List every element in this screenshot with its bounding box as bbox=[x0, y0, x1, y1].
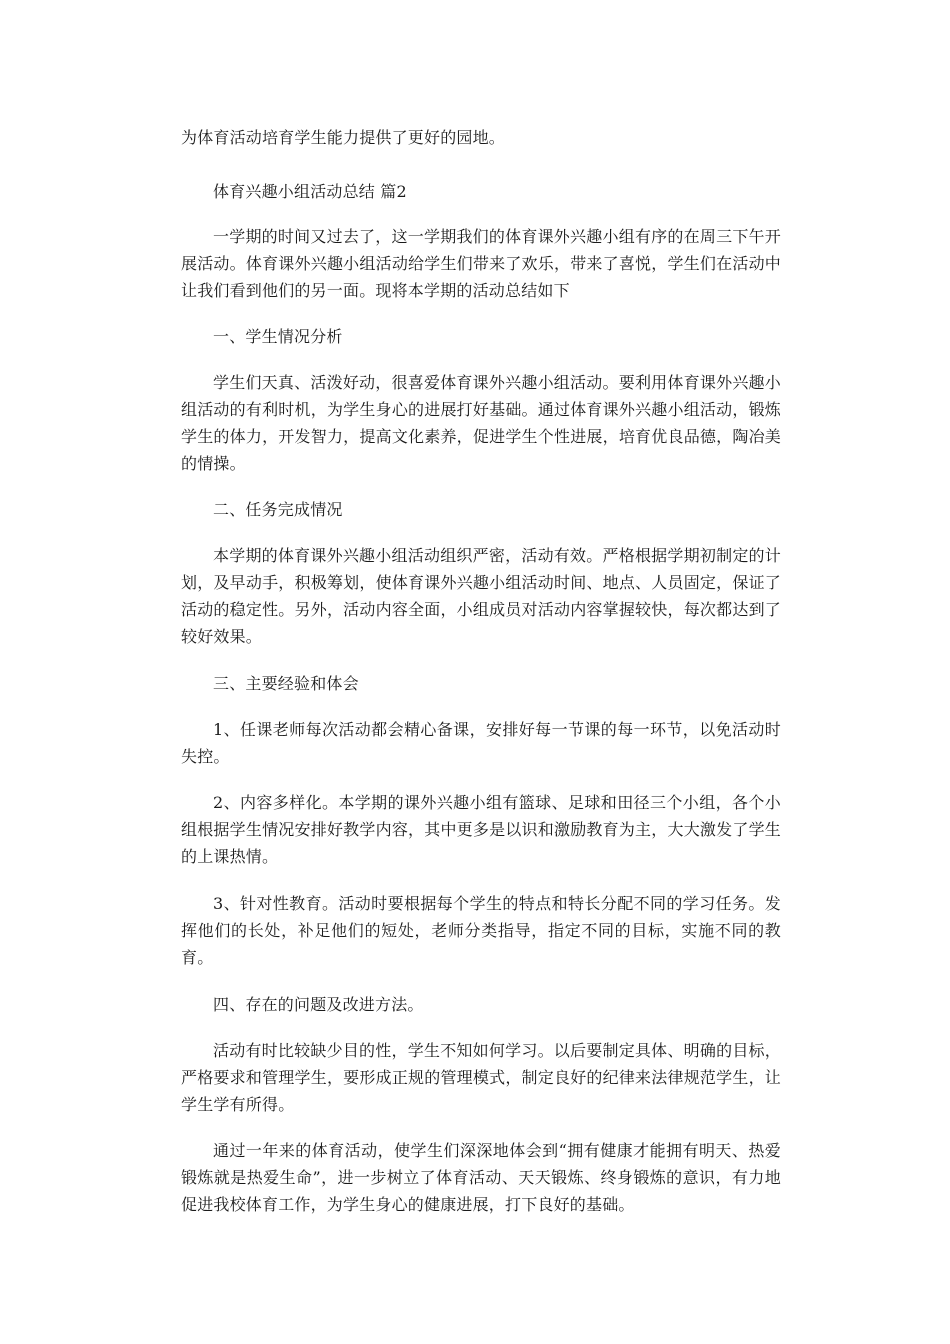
paragraph-continuation: 为体育活动培育学生能力提供了更好的园地。 bbox=[181, 128, 506, 147]
heading-task-completion: 二、任务完成情况 bbox=[213, 500, 343, 519]
heading-student-analysis: 一、学生情况分析 bbox=[213, 327, 343, 346]
section-title: 体育兴趣小组活动总结 篇2 bbox=[213, 182, 407, 201]
heading-experience: 三、主要经验和体会 bbox=[213, 674, 359, 693]
paragraph-problems: 活动有时比较缺少目的性，学生不知如何学习。以后要制定具体、明确的目标，严格要求和管理学生，要形成正规的管理模式，制定良好的纪律来法律规范学生，让学生学有所得。 bbox=[181, 1041, 781, 1114]
paragraph-experience-3: 3、针对性教育。活动时要根据每个学生的特点和特长分配不同的学习任务。发挥他们的长处，补足他们的短处，老师分类指导，指定不同的目标，实施不同的教育。 bbox=[181, 894, 781, 967]
paragraph-intro: 一学期的时间又过去了，这一学期我们的体育课外兴趣小组有序的在周三下午开展活动。体育课外兴趣小组活动给学生们带来了欢乐，带来了喜悦，学生们在活动中让我们看到他们的另一面。现将本学期的活动总结如下 bbox=[181, 227, 781, 300]
paragraph-conclusion: 通过一年来的体育活动，使学生们深深地体会到“拥有健康才能拥有明天、热爱锻炼就是热爱生命”，进一步树立了体育活动、天天锻炼、终身锻炼的意识，有力地促进我校体育工作，为学生身心的健康进展，打下良好的基础。 bbox=[181, 1141, 781, 1214]
paragraph-experience-2: 2、内容多样化。本学期的课外兴趣小组有篮球、足球和田径三个小组，各个小组根据学生情况安排好教学内容，其中更多是以识和激励教育为主，大大激发了学生的上课热情。 bbox=[181, 793, 781, 866]
paragraph-student-analysis: 学生们天真、活泼好动，很喜爱体育课外兴趣小组活动。要利用体育课外兴趣小组活动的有利时机，为学生身心的进展打好基础。通过体育课外兴趣小组活动，锻炼学生的体力，开发智力，提高文化素养，促进学生个性进展，培育优良品德，陶冶美的情操。 bbox=[181, 373, 781, 473]
heading-problems: 四、存在的问题及改进方法。 bbox=[213, 995, 424, 1014]
paragraph-task-completion: 本学期的体育课外兴趣小组活动组织严密，活动有效。严格根据学期初制定的计划，及早动手，积极筹划，使体育课外兴趣小组活动时间、地点、人员固定，保证了活动的稳定性。另外，活动内容全面，小组成员对活动内容掌握较快，每次都达到了较好效果。 bbox=[181, 546, 781, 646]
paragraph-experience-1: 1、任课老师每次活动都会精心备课，安排好每一节课的每一环节，以免活动时失控。 bbox=[181, 720, 781, 766]
